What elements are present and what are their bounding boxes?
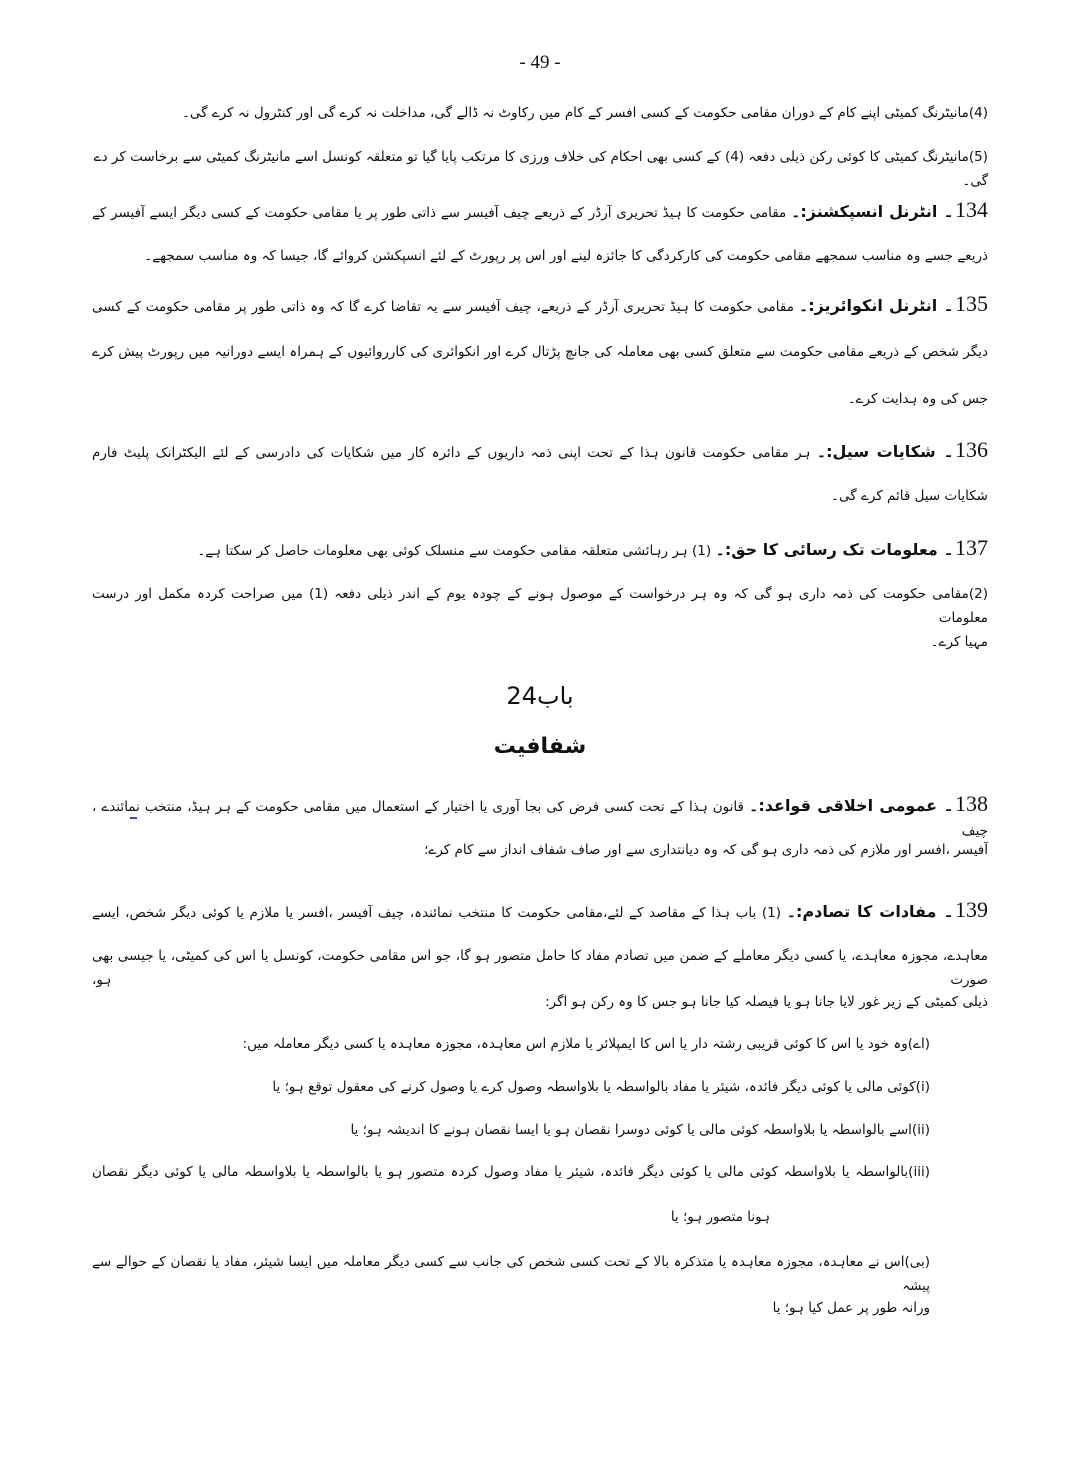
clause-i: (i)کوئی مالی یا کوئی دیگر فائدہ، شیئر یا مفاد بالواسطہ یا بلاواسطہ وصول کرے یا وصول کرنے کی معقول توقع ہو؛ یا [272, 1079, 930, 1095]
section-number: 136۔ [942, 437, 988, 462]
chapter-title: شفافیت [493, 734, 587, 759]
para-4: (4)مانیٹرنگ کمیٹی اپنے کام کے دوران مقامی حکومت کے کسی افسر کے کام میں رکاوٹ نہ ڈالے گی، مداخلت نہ کرے گی اور کنٹرول نہ کرے گی۔ [181, 105, 988, 121]
clause-iii-end: ہونا متصور ہو؛ یا [670, 1209, 770, 1225]
section-heading: معلومات تک رسائی کا حق:۔ [715, 540, 938, 559]
section-138 [92, 792, 988, 843]
section-number: 134۔ [942, 197, 989, 222]
section-number: 139۔ [942, 897, 988, 922]
clause-ii: (ii)اسے بالواسطہ یا بلاواسطہ کوئی مالی یا کوئی دوسرا نقصان ہو یا ایسا نقصان ہونے کا اندیشہ ہو؛ یا [350, 1122, 930, 1138]
clause-iii: (iii)بالواسطہ یا بلاواسطہ کوئی مالی یا کوئی دیگر فائدہ، شیئر یا مفاد وصول کردہ متصور ہو یا بالواسطہ یا بلاواسطہ مالی یا کوئی دیگر نقصان [92, 1164, 930, 1180]
cursor-mark [130, 817, 137, 819]
section-heading: انٹرنل انکوائریز:۔ [798, 296, 938, 315]
section-text: مقامی حکومت کا ہیڈ تحریری آرڈر کے ذریعے چیف آفیسر سے ذاتی طور پر یا مقامی حکومت کے کسی دیگر ایسے آفیسر کے [92, 205, 787, 221]
section-heading: عمومی اخلاقی قواعد:۔ [749, 796, 938, 815]
section-text: (1) باب ہذا کے مقاصد کے لئے،مقامی حکومت کا منتخب نمائندہ، چیف آفیسر ،افسر یا ملازم یا کوئی دیگر شخص، ایسے [92, 905, 782, 921]
section-number: 137۔ [942, 535, 988, 560]
clause-b-end: ورانہ طور پر عمل کیا ہو؛ یا [772, 1300, 930, 1316]
section-text: مقامی حکومت کا ہیڈ تحریری آرڈر کے ذریعے، چیف آفیسر سے یہ تقاضا کرے گا کہ وہ ذاتی طور پر مقامی حکومت کے کسی [92, 299, 794, 315]
section-text: قانون ہذا کے تحت کسی فرض کی بجا آوری یا اختیار کے استعمال میں مقامی حکومت کے ہر ہیڈ، منتخب نمائندے ، چیف [92, 799, 988, 839]
section-135-end: جس کی وہ ہدایت کرے۔ [847, 391, 988, 407]
clause-b: (بی)اس نے معاہدہ، مجوزہ معاہدہ یا متذکرہ بالا کے تحت کسی شخص کی جانب سے کسی دیگر معاملہ میں ایسا شیئر، مفاد یا نقصان کے حوالے سے پیشہ [92, 1254, 930, 1294]
page-number: - 49 - [519, 52, 561, 73]
section-137-sub2: (2)مقامی حکومت کی ذمہ داری ہو گی کہ وہ ہر درخواست کے موصول ہونے کے چودہ یوم کے اندر ذیلی دفعہ (1) میں صراحت کردہ مکمل اور درست معلومات [92, 586, 989, 626]
section-134-cont: ذریعے جسے وہ مناسب سمجھے مقامی حکومت کی کارکردگی کا جائزہ لینے اور اس پر رپورٹ کے لئے انسپکشن کروائے گا، جیسا کہ وہ مناسب سمجھے۔ [144, 248, 988, 264]
section-139 [92, 898, 988, 925]
section-heading: شکایات سیل:۔ [816, 442, 936, 461]
clause-a: (اے)وہ خود یا اس کا کوئی قریبی رشتہ دار یا اس کا ایمپلائر یا ملازم اس معاہدہ، مجوزہ معاہدہ یا کسی دیگر معاملہ میں: [242, 1036, 930, 1052]
section-text: (1) ہر رہائشی متعلقہ مقامی حکومت سے منسلک کوئی بھی معلومات حاصل کر سکتا ہے۔ [197, 543, 712, 559]
section-136-cont: شکایات سیل قائم کرے گی۔ [831, 488, 988, 504]
section-text: ہر مقامی حکومت قانون ہذا کے تحت اپنی ذمہ داریوں کے دائرہ کار میں شکایات کی دادرسی کے لئے الیکٹرانک پلیٹ فارم [92, 445, 811, 461]
section-heading: مفادات کا تصادم:۔ [786, 902, 937, 921]
section-139-cont: معاہدے، مجوزہ معاہدے، یا کسی دیگر معاملے کے ضمن میں تصادم مفاد کا حامل متصور ہو گا، جو اس مقامی حکومت، کونسل یا اس کی کمیٹی، یا جیسی بھی صورت ہو، [92, 948, 988, 988]
section-136 [92, 438, 988, 465]
section-139-end: ذیلی کمیٹی کے زیر غور لایا جانا ہو یا فیصلہ کیا جانا ہو جس کا وہ رکن ہو اگر: [545, 994, 988, 1010]
section-135 [92, 292, 988, 319]
chapter-number: باب24 [506, 682, 574, 710]
section-number: 138۔ [942, 791, 989, 816]
section-heading: انٹرنل انسپکشنز:۔ [791, 202, 938, 221]
section-number: 135۔ [942, 291, 989, 316]
section-134 [92, 198, 988, 225]
para-5: (5)مانیٹرنگ کمیٹی کا کوئی رکن ذیلی دفعہ (4) کے کسی بھی احکام کی خلاف ورزی کا مرتکب پایا گیا تو متعلقہ کونسل اسے مانیٹرنگ کمیٹی سے برخاست کر دے گی۔ [93, 149, 988, 189]
section-135-cont: دیگر شخص کے ذریعے مقامی حکومت سے متعلق کسی بھی معاملہ کی جانچ پڑتال کرے اور انکوائری کی کارروائیوں کے ہمراہ ایسے دورانیہ میں رپورٹ پیش کرے [92, 344, 988, 360]
section-137-end: مہیا کرے۔ [930, 634, 988, 650]
section-137 [92, 536, 988, 563]
section-138-cont: آفیسر ،افسر اور ملازم کی ذمہ داری ہو گی کہ وہ دیانتداری سے اور صاف شفاف انداز سے کام کرے؛ [424, 842, 988, 858]
